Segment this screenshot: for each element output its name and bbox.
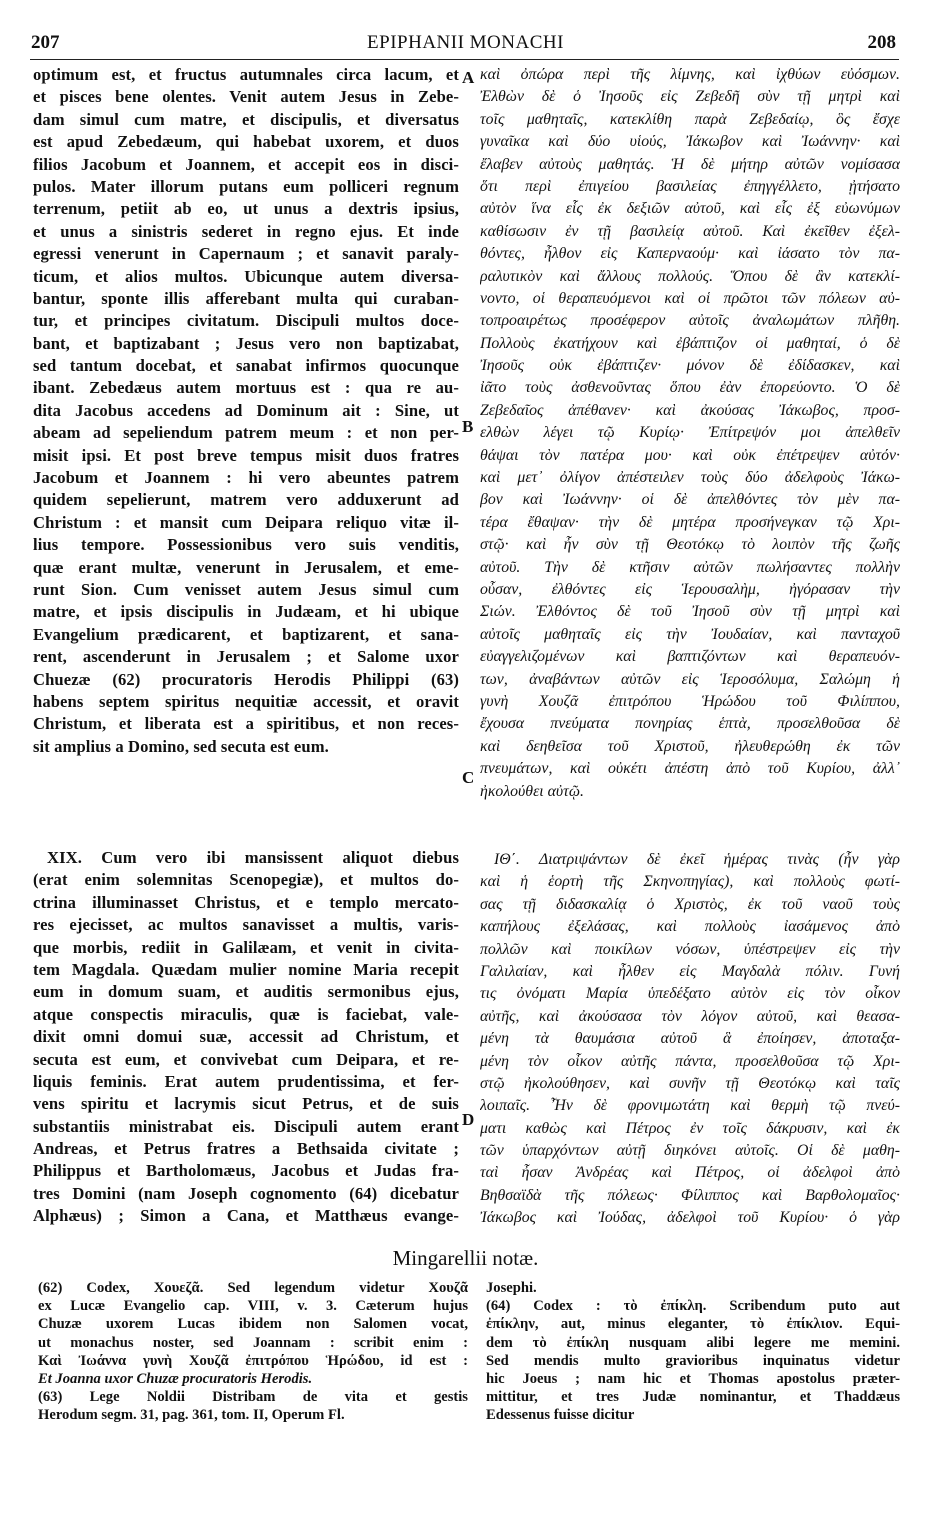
text-line: secuta est eum, et convivebat cum Deipara, et re- <box>33 1049 459 1069</box>
text-line: quæ erant multæ, venerunt in Jerusalem, et eme- <box>33 557 459 577</box>
text-line: ελθὼν λέγει τῷ Κυρίῳ· Ἐπίτρεψόν μοι ἀπελθεῖν <box>480 424 900 442</box>
text-line: habens septem spiritus nequitiæ accessit, et oravit <box>33 691 459 711</box>
text-line: liquis feminis. Erat autem prudentissima, et fer- <box>33 1071 459 1091</box>
text-line: Christum : et mansit cum Deipara reliquo vitæ il- <box>33 512 459 532</box>
text-line: runt Sion. Cum venisset autem Jesus simul cum <box>33 579 459 599</box>
text-line: mittitur, et tres Judæ nominantur, et Thaddæus <box>486 1389 900 1406</box>
text-line: Ἰησοῦς οὐκ ἐβάπτιζεν· μόνον δὲ ἐδίδασκεν, καὶ <box>480 357 900 375</box>
text-line: τέρα ἔθαψαν· τὴν δὲ μητέρα προσήνεγκαν τῷ Χρι- <box>480 513 900 531</box>
text-line: των, ἀναβάντων αὐτῶν εἰς Ἱεροσόλυμα, Σαλώμη ἡ <box>480 670 900 688</box>
greek-column-para2 <box>480 849 900 1230</box>
text-line: πολλῶν καὶ ποικίλων νόσων, ὑπέστρεψεν εἰς τὴν <box>480 940 900 958</box>
margin-marker-a: A <box>462 68 475 87</box>
text-line: optimum est, et fructus autumnales circa lacum, et <box>33 65 459 84</box>
margin-marker-b: B <box>462 417 474 436</box>
text-line: Philippus et Bartholomæus, Jacobus et Judas fra- <box>33 1161 459 1181</box>
text-line: Evangelium prædicarent, et baptizarent, et sana- <box>33 624 459 644</box>
text-line: οὖσαν, ἐλθόντες εἰς Ἱερουσαλὴμ, ἠγόρασαν τὴν <box>480 580 900 598</box>
text-line: Christum, et liberata est a spiritibus, et non reces- <box>33 714 459 734</box>
text-line: egressi venerunt in Capernaum ; et sanavit paraly- <box>33 244 459 264</box>
text-line: ταὶ ἦσαν Ἀνδρέας καὶ Πέτρος, οἱ ἀδελφοὶ ἀπὸ <box>480 1164 900 1182</box>
notes-left-column <box>38 1279 468 1425</box>
text-line: Alphæus) ; Simon a Cana, et Matthæus evange- <box>33 1206 459 1226</box>
text-line: Andreas, et Petrus fratres a Bethsaida civitate ; <box>33 1139 459 1159</box>
text-line: sed tantum docebat, et sanabat infirmos quocunque <box>33 356 459 376</box>
text-line: ραλυτικὸν καὶ ἄλλους πολλούς. Ὅπου δὲ ἂν κατεκλί- <box>480 267 900 285</box>
notes-right-column <box>486 1279 900 1425</box>
latin-column-para2 <box>33 847 459 1228</box>
text-line: τοπροαιρέτως προσέφερον αὐτοῖς ἀναλωμάτων πλῆθη. <box>480 312 900 330</box>
text-line: τῶν ὑπαρχόντων αὐτῇ διηκόνει αὐτοῖς. Οἱ δὲ μαθη- <box>480 1142 900 1160</box>
text-line: Edessenus fuisse dicitur <box>486 1407 635 1424</box>
text-line: πνευμάτων, καὶ οὐκέτι ἀπέστη ἀπὸ τοῦ Κυρίου, ἀλλ᾽ <box>480 760 900 778</box>
text-line: ex Lucæ Evangelio cap. VIII, v. 3. Cæterum hujus <box>38 1298 468 1315</box>
text-line: bantur, sponte illis afferebant multa qui curaban- <box>33 288 459 308</box>
text-line: θάψαι τὸν πατέρα μου· καὶ οὐκ ἐπέτρεψεν αὐτόν· <box>480 446 900 464</box>
text-line: dixit omni domui suæ, accessit ad Christum, et <box>33 1027 459 1047</box>
text-line: filios Jacobum et Joannem, et accepit eos in disci- <box>33 154 459 174</box>
text-line: tem Magdala. Quædam mulier nomine Maria recepit <box>33 959 459 979</box>
text-line: Καὶ Ἰωάννα γυνὴ Χουζᾶ ἐπιτρόπου Ἡρώδου, id est : <box>38 1352 468 1369</box>
text-line: γυνὴ Χουζᾶ ἐπιτρόπου Ἡρώδου τοῦ Φιλίππου, <box>480 692 900 710</box>
text-line: Βηθσαϊδὰ τῆς πόλεως· Φίλιππος καὶ Βαρθολομαῖος· <box>480 1186 900 1204</box>
text-line: καὶ δεηθεῖσα τοῦ Χριστοῦ, ἠλευθερώθη ἐκ τῶν <box>480 737 900 755</box>
text-line: σας τῇ διδασκαλίᾳ ὁ Χριστὸς, ἐκ τοῦ ναοῦ τοὺς <box>480 895 900 913</box>
text-line: atque conspectis miraculis, quæ is faciebat, vale- <box>33 1004 459 1024</box>
text-line: dita Jacobus accedens ad Dominum ait : Sine, ut <box>33 400 459 420</box>
text-line: στῷ ἠκολούθησεν, καὶ συνῆν τῇ Θεοτόκῳ καὶ ταῖς <box>480 1074 900 1092</box>
text-line: στῷ· καὶ ἦν σὺν τῇ Θεοτόκῳ τὸ λοιπὸν τῆς ζωῆς <box>480 536 900 554</box>
text-line: ἰᾶτο τοὺς ἀσθενοῦντας ὅπου ἐὰν ἐπορεύοντο. Ὁ δὲ <box>480 379 900 397</box>
text-line: ἔλαβεν αὐτοὺς μαθητάς. Ἡ δὲ μήτηρ αὐτῶν νομίσασα <box>480 155 900 173</box>
text-line: hic Joeus ; nam hic et Thomas apostolus præter- <box>486 1370 900 1387</box>
text-line: καὶ ἡ ἑορτὴ τῆς Σκηνοπηγίας), καὶ πολλοὺς φωτί- <box>480 873 900 891</box>
text-line: μένη τὰ θαυμάσια αὐτοῦ ἃ ἐποίησεν, ἀποταξα- <box>480 1030 900 1048</box>
text-line: Sed mendis multo gravioribus inquinatus videtur <box>486 1352 900 1369</box>
margin-marker-d: D <box>462 1110 475 1129</box>
text-line: νοντο, οἱ θεραπευόμενοι καὶ οἱ πρῶτοι τῶν πόλεων αὐ- <box>480 289 900 307</box>
page-number-right: 208 <box>867 32 896 53</box>
text-line: matre, et ipsis discipulis in Judæam, et hi ubique <box>33 602 459 622</box>
text-line: dem τὸ ἐπίκλη nusquam alibi legere me memini. <box>486 1334 900 1351</box>
text-line: Herodum segm. 31, pag. 361, tom. II, Operum Fl. <box>38 1407 345 1424</box>
text-line: ὅτι περὶ ἐπιγείου βασιλείας ἐπηγγέλλετο, ᾐτήσατο <box>480 177 900 195</box>
text-line: ἠκολούθει αὐτῷ. <box>480 782 584 800</box>
text-line: καπήλους ἐξελάσας, καὶ πολλοὺς ἰασάμενος ἀπὸ <box>480 918 900 936</box>
text-line: misit ipsi. Et post breve tempus misit duos fratres <box>33 445 459 465</box>
text-line: (erat enim solemnitas Scenopegiæ), et multos do- <box>33 870 459 890</box>
text-line: καὶ μετ᾽ ὀλίγον ἀπέστειλεν τοὺς δύο ἀδελφοὺς Ἰάκω- <box>480 469 900 487</box>
page-number-left: 207 <box>31 32 60 53</box>
text-line: est apud Zebedæum, qui habebat uxorem, et duos <box>33 132 459 152</box>
text-line: μένη τὸν οἶκον αὐτῆς πάντα, προσελθοῦσα τῷ Χρι- <box>480 1052 900 1070</box>
text-line: et pisces bene olentes. Venit autem Jesus in Zebe- <box>33 87 459 107</box>
latin-column-para1 <box>33 64 459 758</box>
text-line: (62) Codex, Χουεζᾶ. Sed legendum videtur Χουζᾶ <box>38 1280 468 1296</box>
text-line: quidem sepelierunt, matrem vero adduxerunt ad <box>33 490 459 510</box>
text-line: Σιών. Ἐλθόντος δὲ τοῦ Ἰησοῦ σὺν τῇ μητρὶ καὶ <box>480 603 900 621</box>
text-line: αὐτῆς, καὶ ἀκούσασα τὸν λόγον αὐτοῦ, καὶ θεασα- <box>480 1007 900 1025</box>
text-line: Jacobum et Joannem : hi vero abeuntes patrem <box>33 468 459 488</box>
text-line: ctrina illuminasset Christus, et e templo mercato- <box>33 892 459 912</box>
text-line: pulos. Mater illorum putans eum polliceri regnum <box>33 176 459 196</box>
text-line: Et Joanna uxor Chuzæ procuratoris Herodis. <box>38 1370 313 1387</box>
margin-marker-c: C <box>462 768 475 787</box>
text-line: Πολλοὺς ἐκατήχουν καὶ ἐβάπτιζον οἱ μαθηταί, ὁ δὲ <box>480 334 900 352</box>
text-line: λοιπαῖς. Ἦν δὲ φρονιμωτάτη καὶ θερμὴ τῷ πνεύ- <box>480 1097 900 1115</box>
text-line: εὐαγγελιζομένων καὶ βαπτιζόντων καὶ θεραπευόν- <box>480 648 900 666</box>
text-line: et unus a sinistris sederet in regno ejus. Et inde <box>33 221 459 241</box>
text-line: Chuzæ uxorem Lucas ibidem non Salomen vocat, <box>38 1316 468 1333</box>
text-line: XIX. Cum vero ibi mansissent aliquot diebus <box>47 848 459 867</box>
text-line: Γαλιλαίαν, καὶ ἦλθεν εἰς Μαγδαλὰ πόλιν. Γυνή <box>480 962 900 980</box>
text-line: ΙΘ΄. Διατριψάντων δὲ ἐκεῖ ἡμέρας τινὰς (ἦν γὰρ <box>494 851 900 868</box>
text-line: ματι καθὼς καὶ Πέτρος ἐν τοῖς δάκρυσιν, καὶ ἐκ <box>480 1119 900 1137</box>
text-line: res ejecisset, ac multos sanavisset a multis, varis- <box>33 915 459 935</box>
text-line: αὐτοῦ. Τὴν δὲ κτῆσιν αὐτῶν πωλήσαντες πολλὴν <box>480 558 900 576</box>
text-line: vens spiritu et lacrymis sicut Petrus, et de suis <box>33 1094 459 1114</box>
text-line: terrenum, petiit ab eo, ut unus a dextris ipsius, <box>33 199 459 219</box>
text-line: Ἰάκωβος καὶ Ἰούδας, ἀδελφοὶ τοῦ Κυρίου· ὁ γὰρ <box>480 1209 900 1227</box>
text-line: γυναῖκα καὶ δύο υἱούς, Ἰάκωβον καὶ Ἰωάννην· καὶ <box>480 133 900 151</box>
text-line: αὐτὸν ἵνα εἷς ἐκ δεξιῶν αὐτοῦ, καὶ εἷς ἐξ εὐωνύμων <box>480 200 900 218</box>
text-line: καθίσωσιν ἐν τῇ βασιλείᾳ αὐτοῦ. Καὶ ἐκεῖθεν ἐξελ- <box>480 222 900 240</box>
text-line: substantiis ministrabat eis. Discipuli autem erant <box>33 1116 459 1136</box>
text-line: sit amplius a Domino, sed secuta est eum. <box>33 736 329 756</box>
text-line: Chuezæ (62) procuratoris Herodis Philippi (63) <box>33 669 459 689</box>
text-line: (64) Codex : τὸ ἐπίκλη. Scribendum puto aut <box>486 1298 900 1315</box>
text-line: dam simul cum matre, et discipulis, et diversatus <box>33 109 459 129</box>
notes-title: Mingarellii notæ. <box>392 1246 539 1270</box>
text-line: καὶ ὀπώρα περὶ τῆς λίμνης, καὶ ἰχθύων εὐόσμων. <box>480 66 900 83</box>
running-title: EPIPHANII MONACHI <box>367 32 564 53</box>
text-line: abeam ad sepeliendum patrem meum : et non per- <box>33 423 459 443</box>
text-line: τοῖς μαθηταῖς, κατεκλίθη παρὰ Ζεβεδαίῳ, ὃς ἔσχε <box>480 110 900 128</box>
header-rule <box>30 59 899 60</box>
text-line: tres Domini (nam Joseph cognomento (64) dicebatur <box>33 1183 459 1203</box>
text-line: ἐπίκλην, aut, minus eleganter, τὸ ἐπίκλιον. Equi- <box>486 1316 900 1333</box>
text-line: ut monachus noster, sed Joannam : scribit enim : <box>38 1334 468 1351</box>
text-line: bant, et baptizabant ; Jesus vero non baptizabat, <box>33 333 459 353</box>
text-line: ἔχουσα πνεύματα πονηρίας ἑπτὰ, προσελθοῦσα δὲ <box>480 715 900 733</box>
text-line: Ζεβεδαῖος ἀπέθανεν· καὶ ἀκούσας Ἰάκωβος, προσ- <box>480 401 900 419</box>
text-line: θόντες, ἦλθον εἰς Καπερναούμ· καὶ ἰάσατο τὸν πα- <box>480 245 900 263</box>
text-line: Ἐλθὼν δὲ ὁ Ἰησοῦς εἰς Ζεβεδῆ σὺν τῇ μητρὶ καὶ <box>480 88 900 106</box>
text-line: lius tempore. Possessionibus vero suis venditis, <box>33 535 459 555</box>
text-line: rent, ascenderunt in Jerusalem ; et Salome uxor <box>33 647 459 667</box>
text-line: que morbis, rediit in Galilæam, et venit in civita- <box>33 937 459 957</box>
text-line: Josephi. <box>486 1280 537 1296</box>
text-line: ibant. Zebedæus autem mortuus est : qua re au- <box>33 378 459 398</box>
text-line: αὐτοῖς μαθηταῖς εἰς τὴν Ἰουδαίαν, καὶ πανταχοῦ <box>480 625 900 643</box>
text-line: τις ὀνόματι Μαρία ὑπεδέξατο αὐτὸν εἰς τὸν οἶκον <box>480 985 900 1003</box>
greek-column-para1 <box>480 64 900 803</box>
text-line: (63) Lege Noldii Distribam de vita et gestis <box>38 1389 468 1406</box>
text-line: eum in domum suam, et auditis sermonibus ejus, <box>33 982 459 1002</box>
text-line: ticum, et alios multos. Ubicunque autem diversa- <box>33 266 459 286</box>
text-line: tur, et principes civitatum. Discipuli multos doce- <box>33 311 459 331</box>
text-line: βον καὶ Ἰωάννην· οἱ δὲ ἀπελθόντες τὸν μὲν πα- <box>480 491 900 509</box>
